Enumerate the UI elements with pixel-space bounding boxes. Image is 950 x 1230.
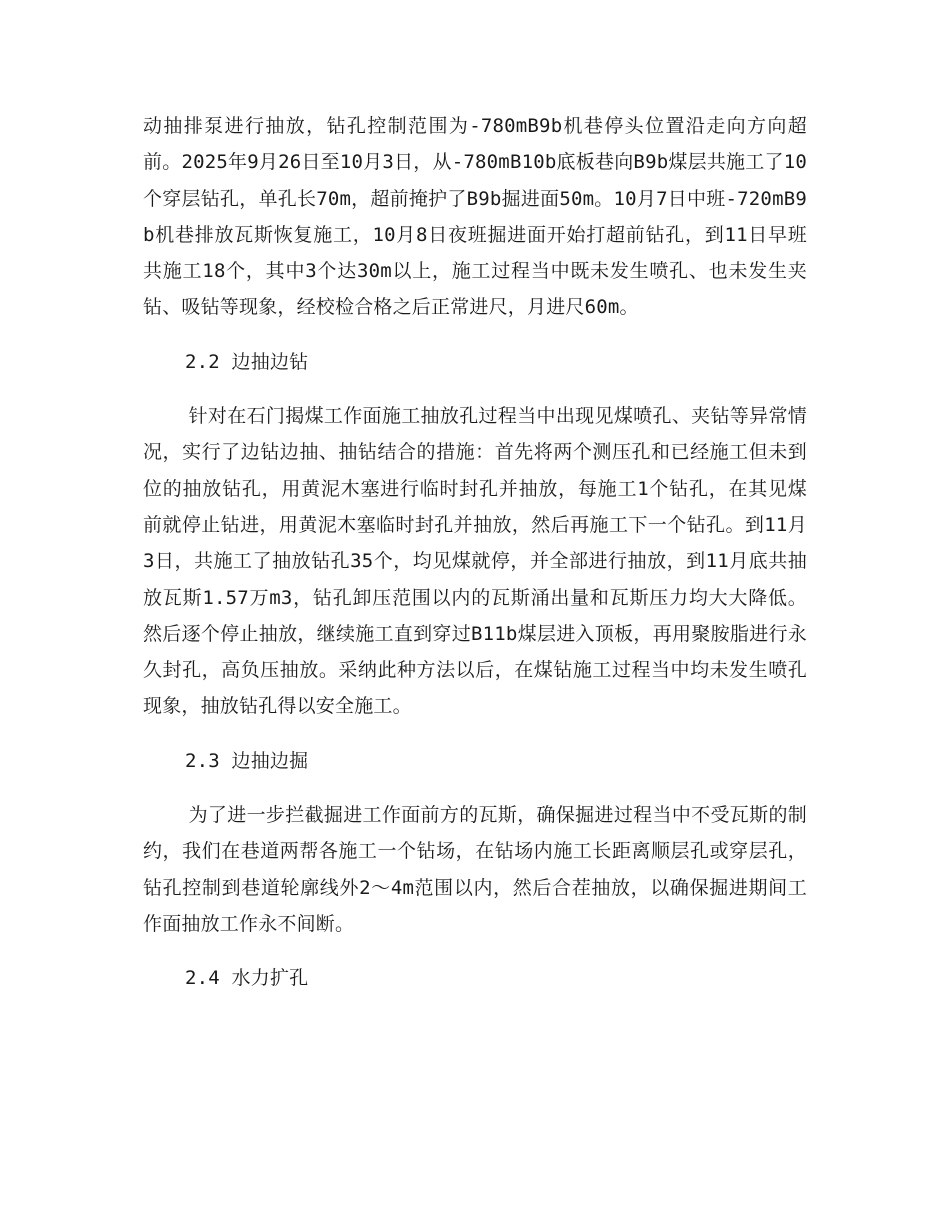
paragraph-gap <box>143 779 807 797</box>
paragraph-continued: 动抽排泵进行抽放，钻孔控制范围为-780mB9b机巷停头位置沿走向方向超前。2025年9月26日至10月3日，从-780mB10b底板巷向B9b煤层共施工了10个穿层钻孔，单孔长70m，超前掩护了B9b掘进面50m。10月7日中班-720mB9b机巷排放瓦斯恢复施工，10月8日夜班掘进面开始打超前钻孔，到11日早班共施工18个，其中3个达30m以上，施工过程当中既未发生喷孔、也未发生夹钻、吸钻等现象，经校检合格之后正常进尺，月进尺60m。 <box>143 115 807 319</box>
paragraph-gap <box>143 380 807 398</box>
paragraph-gap <box>143 326 807 344</box>
paragraph-gap <box>143 725 807 743</box>
paragraph-2-2: 针对在石门揭煤工作面施工抽放孔过程当中出现见煤喷孔、夹钻等异常情况，实行了边钻边抽、抽钻结合的措施：首先将两个测压孔和已经施工但未到位的抽放钻孔，用黄泥木塞进行临时封孔并抽放，每施工1个钻孔，在其见煤前就停止钻进，用黄泥木塞临时封孔并抽放，然后再施工下一个钻孔。到11月3日，共施工了抽放钻孔35个，均见煤就停，并全部进行抽放，到11月底共抽放瓦斯1.57万m3，钻孔卸压范围以内的瓦斯涌出量和瓦斯压力均大大降低。然后逐个停止抽放，继续施工直到穿过B11b煤层进入顶板，再用聚胺脂进行永久封孔，高负压抽放。采纳此种方法以后，在煤钻施工过程当中均未发生喷孔现象，抽放钻孔得以安全施工。 <box>143 405 807 718</box>
section-heading-2-4: 2.4 水力扩孔 <box>185 967 309 990</box>
paragraph-2-3: 为了进一步拦截掘进工作面前方的瓦斯，确保掘进过程当中不受瓦斯的制约，我们在巷道两帮各施工一个钻场，在钻场内施工长距离顺层孔或穿层孔，钻孔控制到巷道轮廓线外2～4m范围以内，然后合茬抽放，以确保掘进期间工作面抽放工作永不间断。 <box>143 804 807 935</box>
paragraph-gap <box>143 942 807 960</box>
section-heading-2-2: 2.2 边抽边钻 <box>185 350 309 373</box>
document-body <box>143 108 807 997</box>
section-heading-2-3: 2.3 边抽边掘 <box>185 749 309 772</box>
